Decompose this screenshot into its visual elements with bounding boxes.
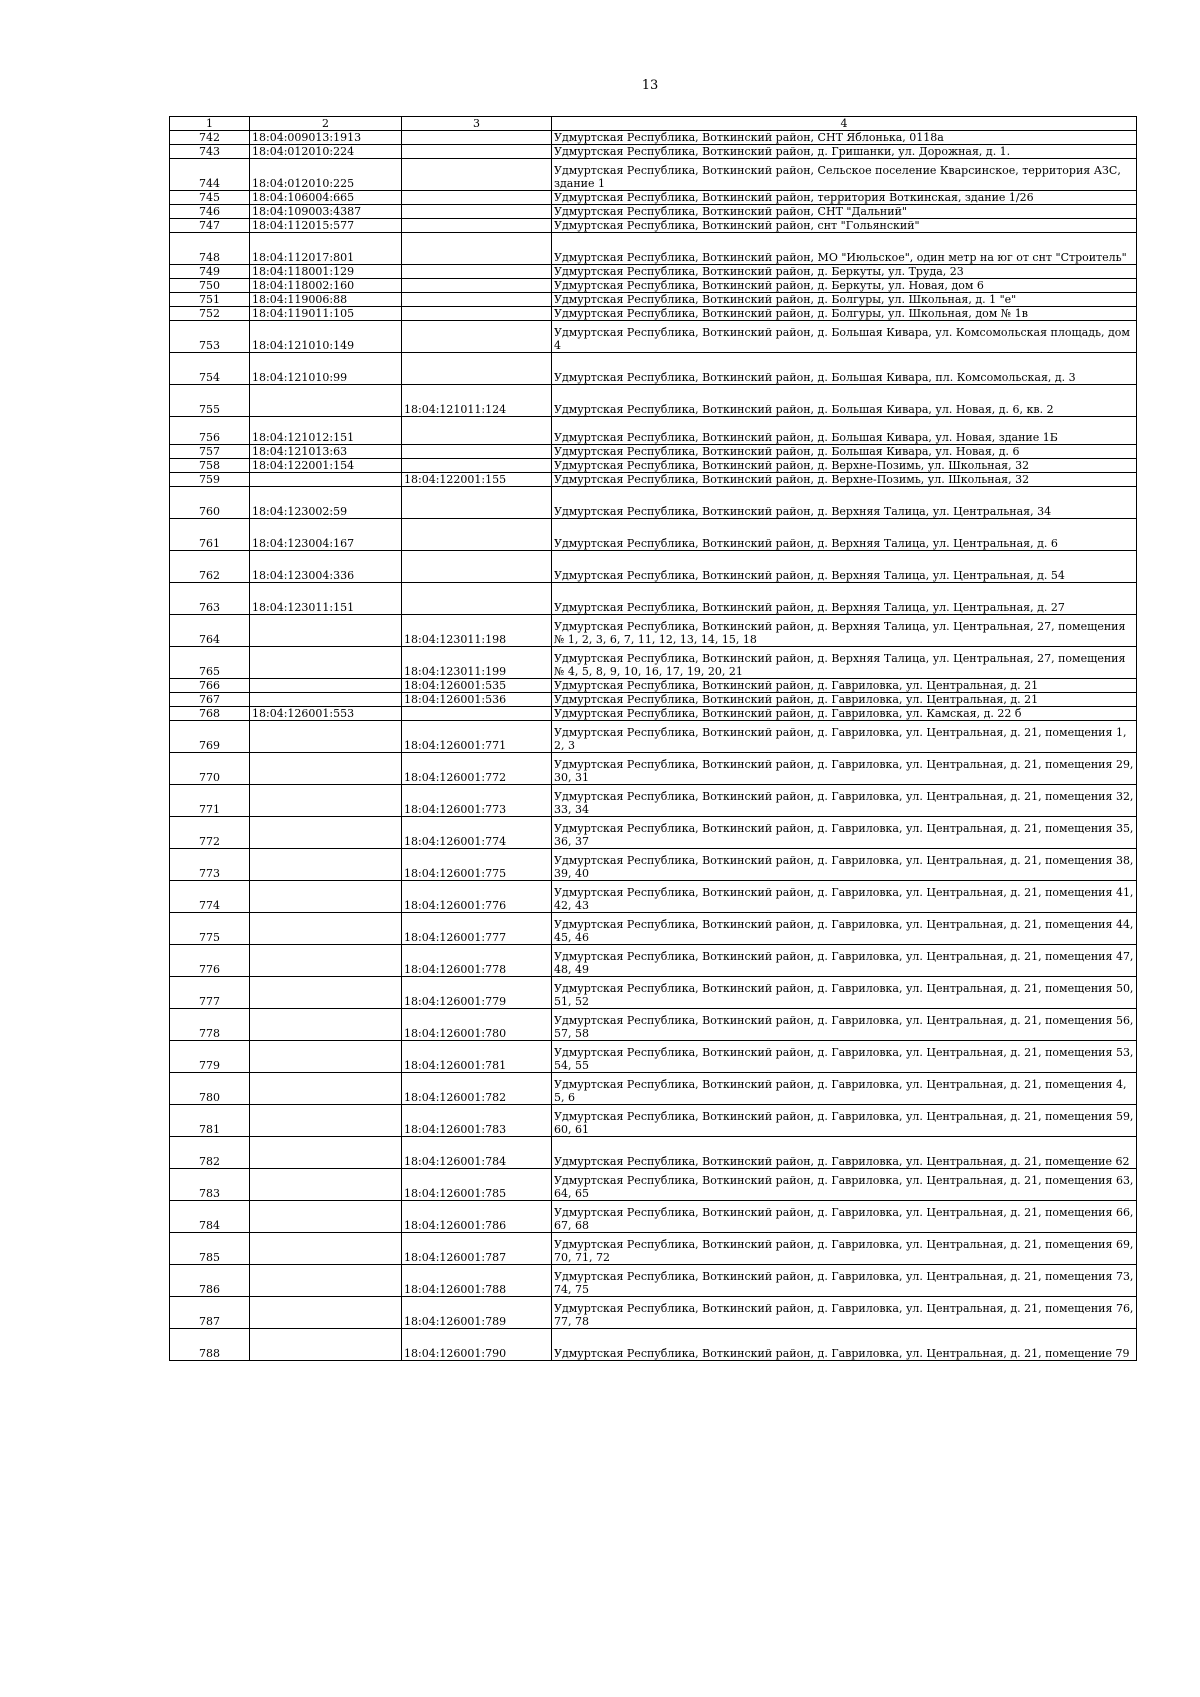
cadastral-number-land — [250, 881, 402, 913]
table-row — [170, 279, 1137, 293]
table-row — [170, 1329, 1137, 1361]
cadastral-number-building: 18:04:126001:775 — [402, 849, 552, 881]
row-number: 764 — [170, 615, 250, 647]
cadastral-number-building: 18:04:126001:772 — [402, 753, 552, 785]
row-number: 772 — [170, 817, 250, 849]
cadastral-number-building: 18:04:126001:782 — [402, 1073, 552, 1105]
address: Удмуртская Республика, Воткинский район, СНТ Яблонька, 0118а — [552, 131, 1137, 145]
row-number: 742 — [170, 131, 250, 145]
cadastral-number-building — [402, 519, 552, 551]
address: Удмуртская Республика, Воткинский район, д. Верхняя Талица, ул. Центральная, д. 6 — [552, 519, 1137, 551]
table-row — [170, 233, 1137, 265]
table-row — [170, 753, 1137, 785]
row-number: 758 — [170, 459, 250, 473]
row-number: 778 — [170, 1009, 250, 1041]
address: Удмуртская Республика, Воткинский район, д. Гавриловка, ул. Центральная, д. 21, помещения 29, 30, 31 — [552, 753, 1137, 785]
cadastral-number-building: 18:04:126001:776 — [402, 881, 552, 913]
cadastral-number-building — [402, 583, 552, 615]
row-number: 759 — [170, 473, 250, 487]
cadastral-number-land — [250, 1329, 402, 1361]
cadastral-number-building — [402, 293, 552, 307]
row-number: 787 — [170, 1297, 250, 1329]
row-number: 756 — [170, 417, 250, 445]
cadastral-number-land: 18:04:118001:129 — [250, 265, 402, 279]
row-number: 774 — [170, 881, 250, 913]
property-registry-table — [169, 116, 1137, 1361]
cadastral-number-land — [250, 1169, 402, 1201]
row-number: 752 — [170, 307, 250, 321]
table-row — [170, 1233, 1137, 1265]
cadastral-number-building — [402, 445, 552, 459]
table-row — [170, 849, 1137, 881]
address: Удмуртская Республика, Воткинский район, д. Большая Кивара, ул. Новая, д. 6 — [552, 445, 1137, 459]
row-number: 746 — [170, 205, 250, 219]
row-number: 779 — [170, 1041, 250, 1073]
cadastral-number-building: 18:04:126001:786 — [402, 1201, 552, 1233]
address: Удмуртская Республика, Воткинский район, снт "Гольянский" — [552, 219, 1137, 233]
cadastral-number-building: 18:04:126001:785 — [402, 1169, 552, 1201]
column-header-2: 2 — [250, 117, 402, 131]
cadastral-number-land — [250, 1073, 402, 1105]
row-number: 769 — [170, 721, 250, 753]
cadastral-number-building — [402, 233, 552, 265]
cadastral-number-land — [250, 647, 402, 679]
address: Удмуртская Республика, Воткинский район, д. Гавриловка, ул. Центральная, д. 21, помещение 62 — [552, 1137, 1137, 1169]
address: Удмуртская Республика, Воткинский район, д. Гавриловка, ул. Центральная, д. 21, помещения 63, 64, 65 — [552, 1169, 1137, 1201]
page-number: 13 — [641, 78, 659, 93]
address: Удмуртская Республика, Воткинский район, д. Гавриловка, ул. Центральная, д. 21, помещения 47, 48, 49 — [552, 945, 1137, 977]
address: Удмуртская Республика, Воткинский район, д. Верхняя Талица, ул. Центральная, 34 — [552, 487, 1137, 519]
address: Удмуртская Республика, Воткинский район, д. Беркуты, ул. Новая, дом 6 — [552, 279, 1137, 293]
table-row — [170, 1073, 1137, 1105]
row-number: 768 — [170, 707, 250, 721]
cadastral-number-building: 18:04:126001:783 — [402, 1105, 552, 1137]
cadastral-number-land: 18:04:109003:4387 — [250, 205, 402, 219]
cadastral-number-land: 18:04:112015:577 — [250, 219, 402, 233]
cadastral-number-land — [250, 1297, 402, 1329]
cadastral-number-land: 18:04:119011:105 — [250, 307, 402, 321]
cadastral-number-building — [402, 205, 552, 219]
row-number: 785 — [170, 1233, 250, 1265]
row-number: 747 — [170, 219, 250, 233]
cadastral-number-building — [402, 459, 552, 473]
cadastral-number-building: 18:04:126001:788 — [402, 1265, 552, 1297]
cadastral-number-land: 18:04:126001:553 — [250, 707, 402, 721]
cadastral-number-land: 18:04:118002:160 — [250, 279, 402, 293]
column-header-1: 1 — [170, 117, 250, 131]
cadastral-number-building: 18:04:126001:784 — [402, 1137, 552, 1169]
address: Удмуртская Республика, Воткинский район, д. Гавриловка, ул. Центральная, д. 21, помещения 41, 42, 43 — [552, 881, 1137, 913]
cadastral-number-land: 18:04:123004:336 — [250, 551, 402, 583]
cadastral-number-land — [250, 1009, 402, 1041]
cadastral-number-building — [402, 191, 552, 205]
row-number: 749 — [170, 265, 250, 279]
address: Удмуртская Республика, Воткинский район, д. Большая Кивара, ул. Комсомольская площадь, дом 4 — [552, 321, 1137, 353]
address: Удмуртская Республика, Воткинский район, Сельское поселение Кварсинское, территория АЗС, здание 1 — [552, 159, 1137, 191]
table-row — [170, 131, 1137, 145]
table-row — [170, 385, 1137, 417]
row-number: 754 — [170, 353, 250, 385]
cadastral-number-building — [402, 417, 552, 445]
table-row — [170, 785, 1137, 817]
table-row — [170, 881, 1137, 913]
address: Удмуртская Республика, Воткинский район, д. Гавриловка, ул. Центральная, д. 21 — [552, 679, 1137, 693]
table-row — [170, 445, 1137, 459]
table-row — [170, 1009, 1137, 1041]
cadastral-number-land — [250, 913, 402, 945]
row-number: 757 — [170, 445, 250, 459]
cadastral-number-land — [250, 849, 402, 881]
row-number: 762 — [170, 551, 250, 583]
cadastral-number-land: 18:04:121010:99 — [250, 353, 402, 385]
cadastral-number-land: 18:04:122001:154 — [250, 459, 402, 473]
address: Удмуртская Республика, Воткинский район, д. Большая Кивара, ул. Новая, д. 6, кв. 2 — [552, 385, 1137, 417]
cadastral-number-land: 18:04:012010:225 — [250, 159, 402, 191]
cadastral-number-land — [250, 785, 402, 817]
table-row — [170, 353, 1137, 385]
table-row — [170, 219, 1137, 233]
cadastral-number-land: 18:04:106004:665 — [250, 191, 402, 205]
row-number: 748 — [170, 233, 250, 265]
cadastral-number-building: 18:04:126001:778 — [402, 945, 552, 977]
table-row — [170, 1041, 1137, 1073]
row-number: 765 — [170, 647, 250, 679]
cadastral-number-building — [402, 321, 552, 353]
cadastral-number-land — [250, 753, 402, 785]
cadastral-number-building: 18:04:126001:789 — [402, 1297, 552, 1329]
cadastral-number-building — [402, 265, 552, 279]
cadastral-number-land: 18:04:121013:63 — [250, 445, 402, 459]
address: Удмуртская Республика, Воткинский район, д. Гавриловка, ул. Центральная, д. 21, помещения 53, 54, 55 — [552, 1041, 1137, 1073]
address: Удмуртская Республика, Воткинский район, д. Гавриловка, ул. Центральная, д. 21, помещения 44, 45, 46 — [552, 913, 1137, 945]
address: Удмуртская Республика, Воткинский район, д. Верхняя Талица, ул. Центральная, д. 27 — [552, 583, 1137, 615]
address: Удмуртская Республика, Воткинский район, д. Гавриловка, ул. Центральная, д. 21, помещения 50, 51, 52 — [552, 977, 1137, 1009]
table-body — [170, 131, 1137, 1361]
address: Удмуртская Республика, Воткинский район, д. Болгуры, ул. Школьная, дом № 1в — [552, 307, 1137, 321]
table-row — [170, 1137, 1137, 1169]
address: Удмуртская Республика, Воткинский район, д. Верхне-Позимь, ул. Школьная, 32 — [552, 459, 1137, 473]
address: Удмуртская Республика, Воткинский район, д. Гавриловка, ул. Центральная, д. 21 — [552, 693, 1137, 707]
cadastral-number-building: 18:04:121011:124 — [402, 385, 552, 417]
cadastral-number-building — [402, 159, 552, 191]
table-row — [170, 307, 1137, 321]
table-row — [170, 1105, 1137, 1137]
table-row — [170, 913, 1137, 945]
cadastral-number-land — [250, 473, 402, 487]
row-number: 761 — [170, 519, 250, 551]
table-row — [170, 583, 1137, 615]
address: Удмуртская Республика, Воткинский район, д. Болгуры, ул. Школьная, д. 1 "е" — [552, 293, 1137, 307]
cadastral-number-building: 18:04:126001:779 — [402, 977, 552, 1009]
address: Удмуртская Республика, Воткинский район, д. Беркуты, ул. Труда, 23 — [552, 265, 1137, 279]
table-row — [170, 417, 1137, 445]
table-header — [170, 117, 1137, 131]
address: Удмуртская Республика, Воткинский район, территория Воткинская, здание 1/26 — [552, 191, 1137, 205]
address: Удмуртская Республика, Воткинский район, д. Гавриловка, ул. Центральная, д. 21, помещения 76, 77, 78 — [552, 1297, 1137, 1329]
cadastral-number-land: 18:04:123002:59 — [250, 487, 402, 519]
row-number: 744 — [170, 159, 250, 191]
address: Удмуртская Республика, Воткинский район, д. Гавриловка, ул. Центральная, д. 21, помещения 59, 60, 61 — [552, 1105, 1137, 1137]
row-number: 743 — [170, 145, 250, 159]
cadastral-number-land — [250, 1233, 402, 1265]
row-number: 783 — [170, 1169, 250, 1201]
cadastral-number-land — [250, 385, 402, 417]
cadastral-number-land: 18:04:121010:149 — [250, 321, 402, 353]
cadastral-number-land — [250, 1041, 402, 1073]
cadastral-number-land: 18:04:012010:224 — [250, 145, 402, 159]
address: Удмуртская Республика, Воткинский район, д. Верхняя Талица, ул. Центральная, д. 54 — [552, 551, 1137, 583]
table-row — [170, 977, 1137, 1009]
table-row — [170, 817, 1137, 849]
address: Удмуртская Республика, Воткинский район, СНТ "Дальний" — [552, 205, 1137, 219]
address: Удмуртская Республика, Воткинский район, д. Гавриловка, ул. Центральная, д. 21, помещения 32, 33, 34 — [552, 785, 1137, 817]
address: Удмуртская Республика, Воткинский район, д. Верхняя Талица, ул. Центральная, 27, помещения № 4, 5, 8, 9, 10, 16, 17, 19, 20, 21 — [552, 647, 1137, 679]
cadastral-number-land — [250, 1137, 402, 1169]
table-row — [170, 721, 1137, 753]
cadastral-number-building: 18:04:126001:777 — [402, 913, 552, 945]
cadastral-number-land — [250, 1265, 402, 1297]
cadastral-number-land: 18:04:009013:1913 — [250, 131, 402, 145]
cadastral-number-building: 18:04:122001:155 — [402, 473, 552, 487]
cadastral-number-building — [402, 279, 552, 293]
row-number: 760 — [170, 487, 250, 519]
address: Удмуртская Республика, Воткинский район, д. Гавриловка, ул. Камская, д. 22 б — [552, 707, 1137, 721]
cadastral-number-building — [402, 487, 552, 519]
table-row — [170, 1169, 1137, 1201]
cadastral-number-land: 18:04:121012:151 — [250, 417, 402, 445]
cadastral-number-land: 18:04:123011:151 — [250, 583, 402, 615]
table-row — [170, 293, 1137, 307]
row-number: 776 — [170, 945, 250, 977]
address: Удмуртская Республика, Воткинский район, д. Верхняя Талица, ул. Центральная, 27, помещения № 1, 2, 3, 6, 7, 11, 12, 13, 14, 15, 18 — [552, 615, 1137, 647]
address: Удмуртская Республика, Воткинский район, МО "Июльское", один метр на юг от снт "Строитель" — [552, 233, 1137, 265]
cadastral-number-land — [250, 945, 402, 977]
column-header-4: 4 — [552, 117, 1137, 131]
cadastral-number-building: 18:04:126001:780 — [402, 1009, 552, 1041]
row-number: 784 — [170, 1201, 250, 1233]
row-number: 782 — [170, 1137, 250, 1169]
table-row — [170, 945, 1137, 977]
row-number: 780 — [170, 1073, 250, 1105]
address: Удмуртская Республика, Воткинский район, д. Гавриловка, ул. Центральная, д. 21, помещения 73, 74, 75 — [552, 1265, 1137, 1297]
address: Удмуртская Республика, Воткинский район, д. Гавриловка, ул. Центральная, д. 21, помещения 4, 5, 6 — [552, 1073, 1137, 1105]
cadastral-number-building — [402, 707, 552, 721]
table-row — [170, 473, 1137, 487]
address: Удмуртская Республика, Воткинский район, д. Большая Кивара, ул. Новая, здание 1Б — [552, 417, 1137, 445]
cadastral-number-building: 18:04:126001:536 — [402, 693, 552, 707]
row-number: 786 — [170, 1265, 250, 1297]
row-number: 766 — [170, 679, 250, 693]
table-row — [170, 205, 1137, 219]
row-number: 781 — [170, 1105, 250, 1137]
cadastral-number-building — [402, 551, 552, 583]
table-row — [170, 551, 1137, 583]
cadastral-number-building: 18:04:126001:771 — [402, 721, 552, 753]
cadastral-number-land: 18:04:119006:88 — [250, 293, 402, 307]
address: Удмуртская Республика, Воткинский район, д. Гришанки, ул. Дорожная, д. 1. — [552, 145, 1137, 159]
table-row — [170, 615, 1137, 647]
row-number: 753 — [170, 321, 250, 353]
table-row — [170, 159, 1137, 191]
row-number: 745 — [170, 191, 250, 205]
row-number: 755 — [170, 385, 250, 417]
table-row — [170, 1297, 1137, 1329]
address: Удмуртская Республика, Воткинский район, д. Гавриловка, ул. Центральная, д. 21, помещения 69, 70, 71, 72 — [552, 1233, 1137, 1265]
cadastral-number-land — [250, 615, 402, 647]
header-row — [170, 117, 1137, 131]
table-row — [170, 519, 1137, 551]
cadastral-number-building: 18:04:126001:535 — [402, 679, 552, 693]
table-row — [170, 321, 1137, 353]
cadastral-number-land — [250, 1201, 402, 1233]
row-number: 775 — [170, 913, 250, 945]
row-number: 767 — [170, 693, 250, 707]
cadastral-number-land — [250, 693, 402, 707]
row-number: 771 — [170, 785, 250, 817]
cadastral-number-building: 18:04:123011:198 — [402, 615, 552, 647]
address: Удмуртская Республика, Воткинский район, д. Гавриловка, ул. Центральная, д. 21, помещения 38, 39, 40 — [552, 849, 1137, 881]
table-row — [170, 265, 1137, 279]
table-row — [170, 1201, 1137, 1233]
table-row — [170, 647, 1137, 679]
row-number: 763 — [170, 583, 250, 615]
address: Удмуртская Республика, Воткинский район, д. Гавриловка, ул. Центральная, д. 21, помещения 1, 2, 3 — [552, 721, 1137, 753]
cadastral-number-building: 18:04:123011:199 — [402, 647, 552, 679]
table-row — [170, 1265, 1137, 1297]
table-row — [170, 145, 1137, 159]
row-number: 770 — [170, 753, 250, 785]
cadastral-number-building: 18:04:126001:774 — [402, 817, 552, 849]
cadastral-number-land — [250, 977, 402, 1009]
table-row — [170, 679, 1137, 693]
row-number: 773 — [170, 849, 250, 881]
address: Удмуртская Республика, Воткинский район, д. Большая Кивара, пл. Комсомольская, д. 3 — [552, 353, 1137, 385]
cadastral-number-building: 18:04:126001:790 — [402, 1329, 552, 1361]
address: Удмуртская Республика, Воткинский район, д. Гавриловка, ул. Центральная, д. 21, помещения 56, 57, 58 — [552, 1009, 1137, 1041]
cadastral-number-building — [402, 219, 552, 233]
cadastral-number-land — [250, 679, 402, 693]
cadastral-number-building: 18:04:126001:787 — [402, 1233, 552, 1265]
cadastral-number-building — [402, 145, 552, 159]
row-number: 750 — [170, 279, 250, 293]
cadastral-number-building: 18:04:126001:781 — [402, 1041, 552, 1073]
cadastral-number-land — [250, 721, 402, 753]
cadastral-number-building — [402, 131, 552, 145]
table-row — [170, 707, 1137, 721]
table-row — [170, 693, 1137, 707]
column-header-3: 3 — [402, 117, 552, 131]
cadastral-number-land: 18:04:112017:801 — [250, 233, 402, 265]
address: Удмуртская Республика, Воткинский район, д. Гавриловка, ул. Центральная, д. 21, помещения 35, 36, 37 — [552, 817, 1137, 849]
address: Удмуртская Республика, Воткинский район, д. Гавриловка, ул. Центральная, д. 21, помещения 66, 67, 68 — [552, 1201, 1137, 1233]
row-number: 788 — [170, 1329, 250, 1361]
table-row — [170, 459, 1137, 473]
cadastral-number-land: 18:04:123004:167 — [250, 519, 402, 551]
table-row — [170, 487, 1137, 519]
cadastral-number-building: 18:04:126001:773 — [402, 785, 552, 817]
row-number: 777 — [170, 977, 250, 1009]
cadastral-number-land — [250, 1105, 402, 1137]
table-row — [170, 191, 1137, 205]
cadastral-number-building — [402, 353, 552, 385]
row-number: 751 — [170, 293, 250, 307]
cadastral-number-land — [250, 817, 402, 849]
address: Удмуртская Республика, Воткинский район, д. Гавриловка, ул. Центральная, д. 21, помещение 79 — [552, 1329, 1137, 1361]
address: Удмуртская Республика, Воткинский район, д. Верхне-Позимь, ул. Школьная, 32 — [552, 473, 1137, 487]
cadastral-number-building — [402, 307, 552, 321]
